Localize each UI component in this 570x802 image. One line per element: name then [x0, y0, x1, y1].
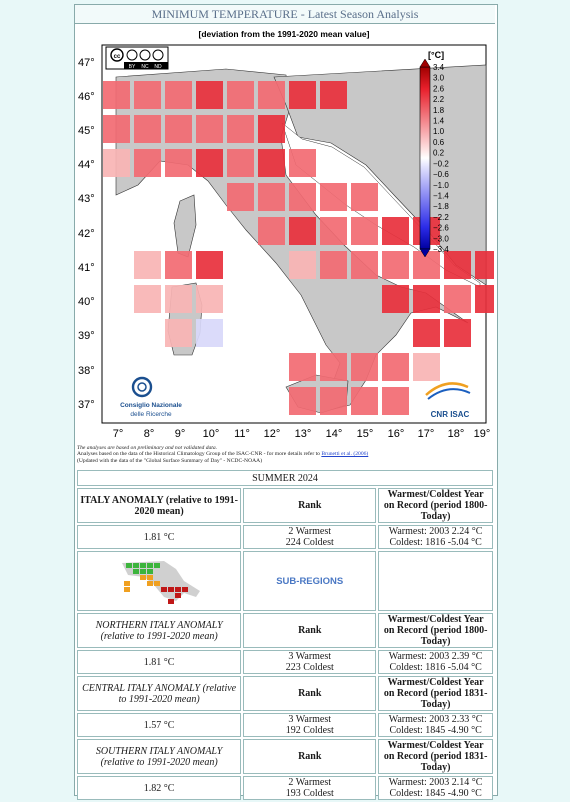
anomaly-map: [76, 25, 494, 443]
anomaly-cell: [444, 285, 471, 313]
subregions-heading: SUB-REGIONS: [243, 551, 376, 611]
colorbar-tick-label: 0.2: [433, 148, 445, 158]
lat-label: 37°: [78, 399, 95, 411]
cnr-logo-line2: delle Ricerche: [130, 411, 172, 418]
anomaly-cell: [196, 81, 223, 109]
south-rank: 2 Warmest 193 Coldest: [243, 776, 376, 800]
subregions-map-thumbnail[interactable]: [77, 551, 241, 611]
italy-anomaly-label: ITALY ANOMALY (relative to 1991-2020 mean): [77, 488, 241, 523]
anomaly-cell: [258, 217, 285, 245]
colorbar-unit: [°C]: [428, 50, 445, 60]
north-rank-header: Rank: [243, 613, 376, 648]
analysis-notes: [77, 445, 493, 464]
page-frame: [74, 4, 498, 799]
lat-label: 43°: [78, 193, 95, 205]
anomaly-cell: [165, 149, 192, 177]
anomaly-cell: [382, 387, 409, 415]
anomaly-cell: [320, 217, 347, 245]
note-line2: Analyses based on the data of the Historical Climatology Group of the ISAC-CNR - for more details refer to Brunetti et al. (2006): [77, 451, 369, 458]
italy-rank: 2 Warmest 224 Coldest: [243, 525, 376, 549]
anomaly-cell: [134, 149, 161, 177]
anomaly-cell: [444, 319, 471, 347]
anomaly-cell: [475, 285, 494, 313]
anomaly-cell: [382, 285, 409, 313]
lon-label: 15°: [356, 428, 374, 440]
anomaly-cell: [196, 319, 223, 347]
anomaly-cell: [289, 217, 316, 245]
anomaly-cell: [320, 251, 347, 279]
equals-icon: [153, 50, 163, 60]
anomaly-cell: [196, 115, 223, 143]
anomaly-cell: [413, 285, 440, 313]
anomaly-cell: [134, 251, 161, 279]
lon-label: 19°: [473, 428, 491, 440]
anomaly-cell: [227, 149, 254, 177]
colorbar-tick-label: −0.2: [433, 159, 449, 169]
subregions-empty-cell: [378, 551, 493, 611]
anomaly-cell: [103, 115, 130, 143]
lon-label: 17°: [417, 428, 435, 440]
south-rank-header: Rank: [243, 739, 376, 774]
anomaly-cell: [320, 183, 347, 211]
anomaly-cell: [103, 149, 130, 177]
anomaly-cell: [289, 81, 316, 109]
colorbar-tick-label: 1.8: [433, 105, 445, 115]
anomaly-cell: [289, 353, 316, 381]
north-record: Warmest: 2003 2.39 °C Coldest: 1816 -5.04 °C: [378, 650, 493, 674]
anomaly-cell: [196, 285, 223, 313]
page-title: MINIMUM TEMPERATURE - Latest Season Analysis: [75, 5, 495, 24]
italy-record: Warmest: 2003 2.24 °C Coldest: 1816 -5.04 °C: [378, 525, 493, 549]
central-anomaly-value: 1.57 °C: [77, 713, 241, 737]
anomaly-cell: [196, 251, 223, 279]
person-icon: [127, 50, 137, 60]
anomaly-cell: [289, 387, 316, 415]
anomaly-cell: [258, 149, 285, 177]
svg-text:ND: ND: [154, 64, 162, 70]
lat-label: 46°: [78, 91, 95, 103]
map-subtitle: [deviation from the 1991-2020 mean value]: [198, 29, 370, 39]
north-anomaly-label: NORTHERN ITALY ANOMALY (relative to 1991-2020 mean): [77, 613, 241, 648]
central-record: Warmest: 2003 2.33 °C Coldest: 1845 -4.90 °C: [378, 713, 493, 737]
colorbar-tick-label: 2.2: [433, 95, 445, 105]
anomaly-cell: [320, 387, 347, 415]
central-rank-header: Rank: [243, 676, 376, 711]
colorbar-tick-label: −2.6: [433, 223, 449, 233]
anomaly-cell: [351, 387, 378, 415]
lon-label: 10°: [202, 428, 220, 440]
south-anomaly-label: SOUTHERN ITALY ANOMALY (relative to 1991-2020 mean): [77, 739, 241, 774]
anomaly-cell: [165, 285, 192, 313]
subregions-map-icon: [104, 553, 214, 607]
lon-label: 12°: [263, 428, 281, 440]
lat-label: 40°: [78, 296, 95, 308]
central-record-header: Warmest/Coldest Year on Record (period 1831-Today): [378, 676, 493, 711]
italy-record-header: Warmest/Coldest Year on Record (period 1800-Today): [378, 488, 493, 523]
lat-label: 47°: [78, 57, 95, 69]
anomaly-cell: [258, 183, 285, 211]
anomaly-cell: [351, 217, 378, 245]
anomaly-cell: [134, 115, 161, 143]
map-svg: [76, 25, 494, 443]
lat-label: 42°: [78, 228, 95, 240]
brunetti-reference-link[interactable]: Brunetti et al. (2006): [321, 451, 369, 458]
north-anomaly-value: 1.81 °C: [77, 650, 241, 674]
colorbar-tick-label: −3.4: [433, 245, 449, 254]
colorbar-tick-label: 0.6: [433, 137, 445, 147]
colorbar-tick-label: 1.0: [433, 127, 445, 137]
central-rank: 3 Warmest 192 Coldest: [243, 713, 376, 737]
svg-text:cc: cc: [113, 54, 121, 60]
anomaly-cell: [134, 81, 161, 109]
lat-label: 38°: [78, 365, 95, 377]
north-rank: 3 Warmest 223 Coldest: [243, 650, 376, 674]
anomaly-cell: [196, 149, 223, 177]
season-label: SUMMER 2024: [77, 470, 493, 486]
svg-text:BY: BY: [128, 64, 136, 70]
lon-label: 11°: [234, 428, 250, 440]
lat-label: 45°: [78, 125, 95, 137]
lon-label: 7°: [112, 428, 124, 440]
colorbar-tick-label: −1.0: [433, 180, 449, 190]
anomaly-cell: [165, 81, 192, 109]
lon-label: 16°: [387, 428, 405, 440]
central-anomaly-label: CENTRAL ITALY ANOMALY (relative to 1991-2020 mean): [77, 676, 241, 711]
colorbar-tick-label: 3.4: [433, 63, 445, 72]
anomaly-cell: [382, 353, 409, 381]
anomaly-cell: [258, 115, 285, 143]
anomaly-cell: [382, 217, 409, 245]
lat-label: 39°: [78, 330, 95, 342]
anomaly-cell: [351, 353, 378, 381]
note-line1: The analyses are based on preliminary and not validated data.: [77, 445, 218, 451]
anomaly-cell: [413, 251, 440, 279]
colorbar-tick-label: −1.4: [433, 191, 449, 201]
anomaly-cell: [103, 81, 130, 109]
no-dollar-icon: [140, 50, 150, 60]
colorbar-tick-label: 3.0: [433, 73, 445, 83]
anomaly-table: [75, 468, 495, 802]
anomaly-cell: [258, 81, 285, 109]
colorbar-tick-label: 2.6: [433, 84, 445, 94]
lon-label: 8°: [143, 428, 155, 440]
anomaly-cell: [289, 149, 316, 177]
svg-text:NC: NC: [141, 64, 149, 70]
anomaly-cell: [413, 353, 440, 381]
lon-label: 13°: [294, 428, 312, 440]
anomaly-cell: [165, 319, 192, 347]
lat-label: 44°: [78, 159, 95, 171]
south-anomaly-value: 1.82 °C: [77, 776, 241, 800]
anomaly-cell: [351, 251, 378, 279]
note-line3: (Updated with the data of the "Global Surface Summary of Day" - NCDC-NOAA): [77, 457, 263, 464]
anomaly-cell: [134, 285, 161, 313]
anomaly-cell: [165, 251, 192, 279]
anomaly-cell: [382, 251, 409, 279]
colorbar-tick-label: −2.2: [433, 212, 449, 222]
italy-anomaly-value: 1.81 °C: [77, 525, 241, 549]
lon-label: 18°: [447, 428, 465, 440]
anomaly-cell: [444, 251, 471, 279]
anomaly-cell: [413, 319, 440, 347]
cc-license-badge: [106, 47, 168, 70]
anomaly-cell: [320, 81, 347, 109]
lon-label: 14°: [325, 428, 343, 440]
colorbar-tick-label: 1.4: [433, 116, 445, 126]
anomaly-cell: [227, 115, 254, 143]
anomaly-cell: [351, 183, 378, 211]
cnr-logo-line1: Consiglio Nazionale: [120, 402, 182, 409]
lon-label: 9°: [174, 428, 186, 440]
south-record-header: Warmest/Coldest Year on Record (period 1831-Today): [378, 739, 493, 774]
anomaly-cell: [289, 251, 316, 279]
colorbar-tick-label: −0.6: [433, 170, 449, 180]
anomaly-cell: [227, 183, 254, 211]
italy-rank-header: Rank: [243, 488, 376, 523]
anomaly-cell: [165, 115, 192, 143]
isac-logo-text: CNR ISAC: [430, 410, 470, 419]
anomaly-cell: [475, 251, 494, 279]
colorbar-tick-label: −3.0: [433, 234, 449, 244]
south-record: Warmest: 2003 2.14 °C Coldest: 1845 -4.90 °C: [378, 776, 493, 800]
anomaly-cell: [320, 353, 347, 381]
colorbar-tick-label: −1.8: [433, 202, 449, 212]
north-record-header: Warmest/Coldest Year on Record (period 1800-Today): [378, 613, 493, 648]
lat-label: 41°: [78, 262, 95, 274]
anomaly-cell: [289, 183, 316, 211]
anomaly-cell: [227, 81, 254, 109]
